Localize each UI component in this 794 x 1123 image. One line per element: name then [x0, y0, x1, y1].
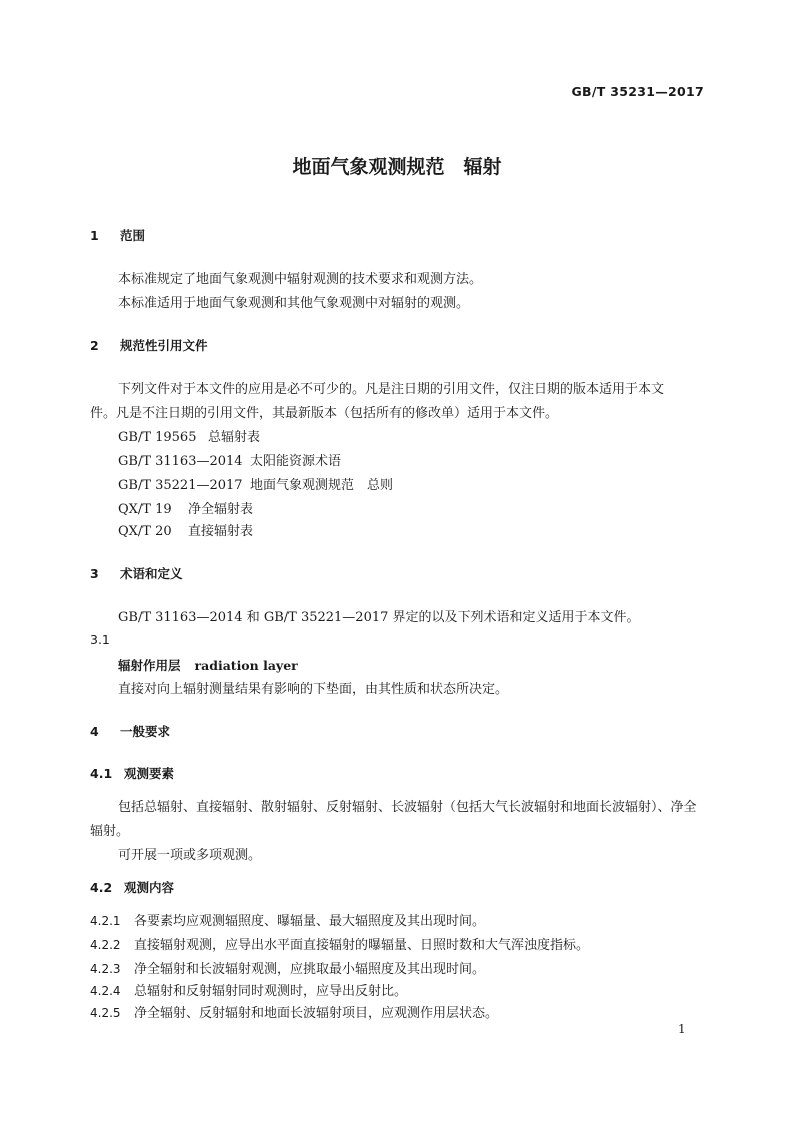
- reference-item: [118, 426, 260, 445]
- reference-item: [118, 474, 393, 493]
- section-title: 一般要求: [120, 724, 171, 739]
- section-title: 规范性引用文件: [120, 338, 208, 353]
- section-number: 1: [90, 228, 99, 243]
- section-1-heading: [90, 226, 145, 244]
- reference-name: 直接辐射表: [188, 524, 254, 539]
- standard-code: GB/T 35231—2017: [571, 84, 704, 99]
- section-number: 4.2: [90, 880, 113, 895]
- clause-number: 4.2.3: [90, 962, 121, 976]
- paragraph-line: 辐射。: [90, 824, 130, 839]
- term-chinese: 辐射作用层: [118, 658, 181, 673]
- paragraph: 可开展一项或多项观测。: [118, 848, 262, 863]
- reference-code: QX/T 20: [118, 524, 172, 539]
- section-title: 范围: [120, 228, 146, 243]
- term-definition: 直接对向上辐射测量结果有影响的下垫面，由其性质和状态所决定。: [118, 682, 509, 697]
- clause-number: 4.2.5: [90, 1006, 121, 1020]
- section-title: 观测要素: [124, 766, 175, 781]
- reference-name: 地面气象观测规范 总则: [250, 478, 394, 493]
- document-title: 地面气象观测规范 辐射: [292, 156, 502, 178]
- section-3-heading: [90, 564, 183, 582]
- section-number: 4.1: [90, 766, 113, 781]
- paragraph: 本标准适用于地面气象观测和其他气象观测中对辐射的观测。: [118, 296, 470, 311]
- clause-item: [90, 934, 589, 953]
- paragraph-line: 件。凡是不注日期的引用文件，其最新版本（包括所有的修改单）适用于本文件。: [90, 406, 559, 421]
- clause-text: 总辐射和反射辐射同时观测时，应导出反射比。: [134, 984, 408, 999]
- clause-item: [90, 910, 485, 929]
- paragraph: 本标准规定了地面气象观测中辐射观测的技术要求和观测方法。: [118, 272, 483, 287]
- clause-item: [90, 958, 485, 977]
- reference-item: [118, 498, 253, 517]
- reference-name: 太阳能资源术语: [250, 454, 342, 469]
- subsection-4-2-heading: [90, 878, 174, 896]
- reference-code: GB/T 35221—2017: [118, 478, 243, 493]
- clause-item: [90, 1002, 498, 1021]
- paragraph-line: 包括总辐射、直接辐射、散射辐射、反射辐射、长波辐射（包括大气长波辐射和地面长波辐射）、净全: [118, 800, 697, 815]
- section-title: 观测内容: [124, 880, 175, 895]
- reference-code: QX/T 19: [118, 502, 172, 517]
- clause-text: 净全辐射和长波辐射观测，应挑取最小辐照度及其出现时间。: [134, 962, 486, 977]
- clause-item: [90, 980, 407, 999]
- section-2-heading: [90, 336, 208, 354]
- reference-code: GB/T 19565: [118, 430, 197, 445]
- page-number: 1: [678, 1022, 686, 1036]
- section-4-heading: [90, 722, 170, 740]
- section-number: 3: [90, 566, 99, 581]
- reference-name: 总辐射表: [208, 430, 261, 445]
- reference-name: 净全辐射表: [188, 502, 254, 517]
- term-english: radiation layer: [194, 658, 298, 673]
- term-number: 3.1: [90, 632, 110, 647]
- subsection-4-1-heading: [90, 764, 174, 782]
- section-number: 4: [90, 724, 99, 739]
- term-entry: [118, 656, 298, 674]
- clause-number: 4.2.4: [90, 984, 121, 998]
- clause-number: 4.2.1: [90, 914, 121, 928]
- clause-text: 净全辐射、反射辐射和地面长波辐射项目，应观测作用层状态。: [134, 1006, 499, 1021]
- paragraph: GB/T 31163—2014 和 GB/T 35221—2017 界定的以及下列术语和定义适用于本文件。: [118, 610, 640, 625]
- reference-code: GB/T 31163—2014: [118, 454, 243, 469]
- reference-item: [118, 450, 341, 469]
- clause-text: 直接辐射观测，应导出水平面直接辐射的曝辐量、日照时数和大气浑浊度指标。: [134, 938, 590, 953]
- reference-item: [118, 520, 253, 539]
- section-title: 术语和定义: [120, 566, 183, 581]
- clause-text: 各要素均应观测辐照度、曝辐量、最大辐照度及其出现时间。: [134, 914, 486, 929]
- paragraph-line: 下列文件对于本文件的应用是必不可少的。凡是注日期的引用文件，仅注日期的版本适用于本文: [118, 382, 665, 397]
- section-number: 2: [90, 338, 99, 353]
- clause-number: 4.2.2: [90, 938, 121, 952]
